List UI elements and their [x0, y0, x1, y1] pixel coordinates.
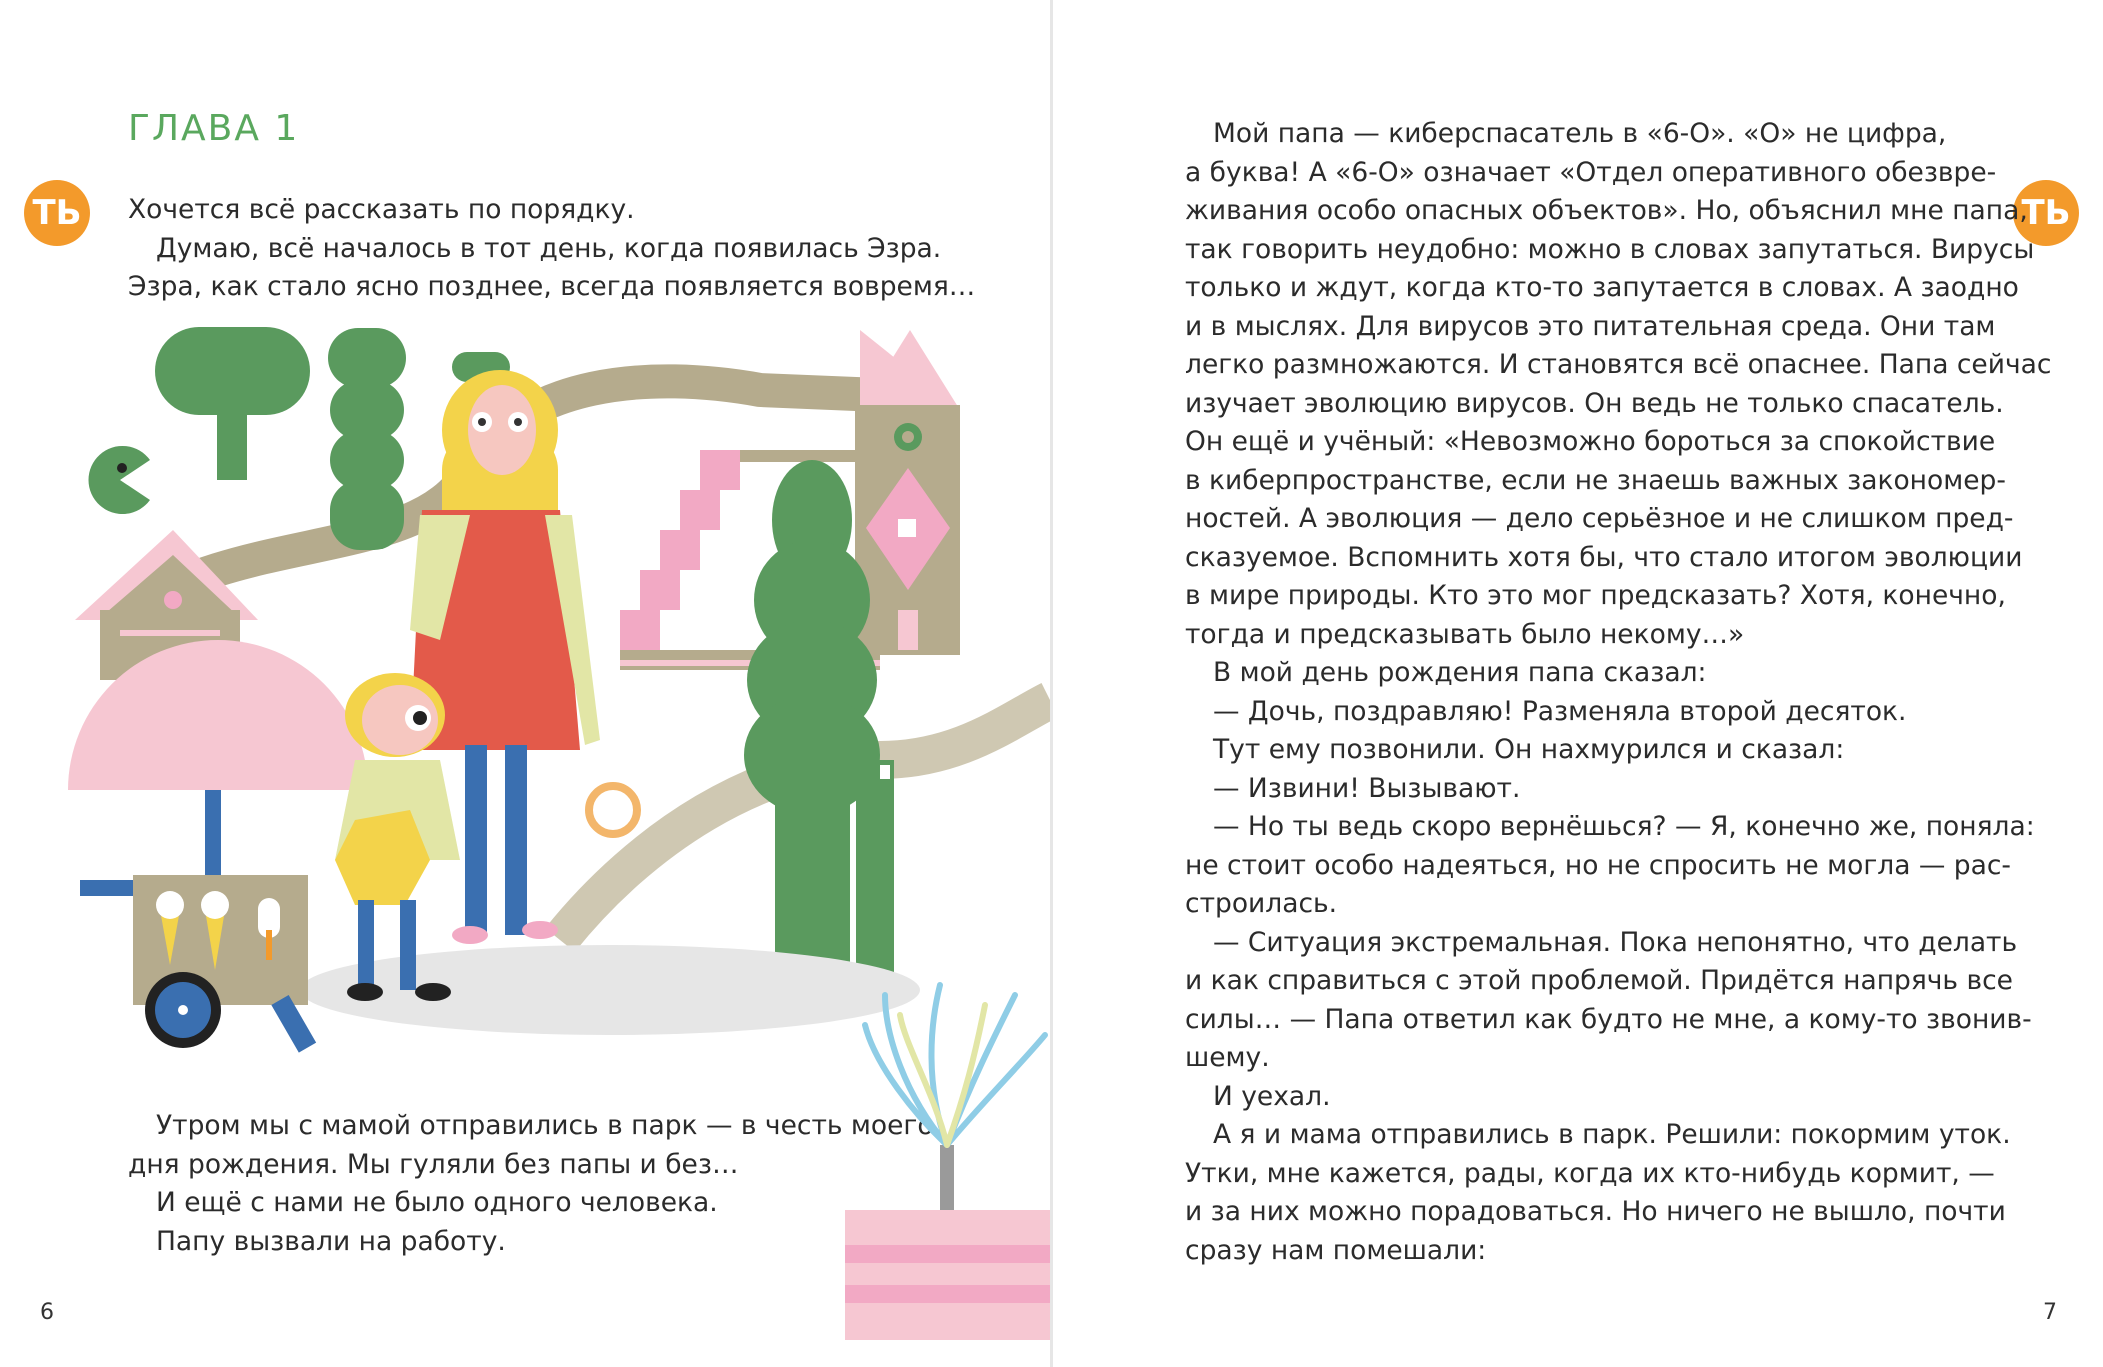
text-line: и как справиться с этой проблемой. Придётся напрячь все: [1185, 965, 2013, 996]
text-line: А я и мама отправились в парк. Решили: покормим уток.: [1213, 1119, 2011, 1150]
tree-round-icon: [155, 327, 310, 480]
text-line: силы… — Папа ответил как будто не мне, а кому-то звонив-: [1185, 1003, 2032, 1035]
text-line: И уехал.: [1213, 1080, 1331, 1112]
text-line: шему.: [1185, 1042, 1270, 1073]
text-line: и за них можно порадоваться. Но ничего не вышло, почти: [1185, 1196, 2006, 1227]
text-line: изучает эволюцию вирусов. Он ведь не только спасатель.: [1185, 387, 2004, 419]
text-line: Тут ему позвонили. Он нахмурился и сказал:: [1213, 734, 1845, 765]
text-line: — Извини! Вызывают.: [1213, 772, 1521, 804]
text-line: ностей. А эволюция — дело серьёзное и не слишком пред-: [1185, 503, 2014, 534]
text-line: и в мыслях. Для вирусов это питательная среда. Они там: [1185, 310, 1996, 342]
text-line: живания особо опасных объектов». Но, объяснил мне папа,: [1185, 195, 2028, 226]
text-line: легко размножаются. И становятся всё опаснее. Папа сейчас: [1185, 349, 2052, 380]
text-line: а буква! А «6-О» означает «Отдел оперативного обезвре-: [1185, 156, 1997, 188]
text-line: дня рождения. Мы гуляли без папы и без…: [128, 1148, 739, 1180]
pacman-icon: [89, 446, 150, 514]
text-line: сразу нам помешали:: [1185, 1234, 1487, 1266]
section-badge: ТЬ: [24, 180, 90, 246]
intro-paragraph: [128, 191, 975, 307]
text-line: — Дочь, поздравляю! Разменяла второй десяток.: [1213, 695, 1907, 727]
right-page: [1053, 0, 2103, 1367]
section-badge: ТЬ: [2013, 180, 2079, 246]
text-line: Утром мы с мамой отправились в парк — в честь моего: [156, 1110, 934, 1141]
text-line: Мой папа — киберспасатель в «6-О». «О» не цифра,: [1213, 118, 1947, 149]
text-line: в киберпространстве, если не знаешь важных закономер-: [1185, 464, 2006, 496]
text-line: Утки, мне кажется, рады, когда их кто-нибудь кормит, —: [1185, 1157, 1995, 1189]
tower-icon: [855, 330, 960, 655]
tree-tall-icon: [328, 328, 406, 550]
text-line: Хочется всё рассказать по порядку.: [128, 194, 635, 225]
ice-cream-cart-icon: [133, 875, 316, 1053]
child-figure: [335, 673, 460, 1001]
text-line: не стоит особо надеяться, но не спросить не могла — рас-: [1185, 849, 2011, 881]
text-line: только и ждут, когда кто-то запутается в словах. А заодно: [1185, 272, 2019, 303]
text-line: — Но ты ведь скоро вернёшься? — Я, конечно же, поняла:: [1213, 811, 2035, 842]
decorative-box-with-grass: [845, 975, 1050, 1340]
text-line: В мой день рождения папа сказал:: [1213, 657, 1707, 688]
left-page: [0, 0, 1050, 1367]
text-line: так говорить неудобно: можно в словах запутаться. Вирусы: [1185, 233, 2035, 265]
text-line: в мире природы. Кто это мог предсказать? Хотя, конечно,: [1185, 580, 2006, 611]
chapter-heading: ГЛАВА 1: [128, 108, 300, 149]
lower-paragraph: [128, 1107, 934, 1261]
page-number: 7: [2043, 1300, 2057, 1325]
text-line: Папу вызвали на работу.: [156, 1225, 506, 1257]
page-number: 6: [40, 1300, 54, 1325]
right-paragraph: [1185, 115, 2051, 1270]
text-line: — Ситуация экстремальная. Пока непонятно, что делать: [1213, 926, 2018, 958]
text-line: Думаю, всё началось в тот день, когда появилась Эзра.: [156, 232, 942, 264]
text-line: И ещё с нами не было одного человека.: [156, 1187, 718, 1218]
text-line: сказуемое. Вспомнить хотя бы, что стало итогом эволюции: [1185, 541, 2023, 573]
text-line: тогда и предсказывать было некому…»: [1185, 618, 1745, 650]
text-line: строилась.: [1185, 888, 1338, 919]
text-line: Он ещё и учёный: «Невозможно бороться за спокойствие: [1185, 426, 1996, 457]
text-line: Эзра, как стало ясно позднее, всегда появляется вовремя…: [128, 271, 976, 302]
